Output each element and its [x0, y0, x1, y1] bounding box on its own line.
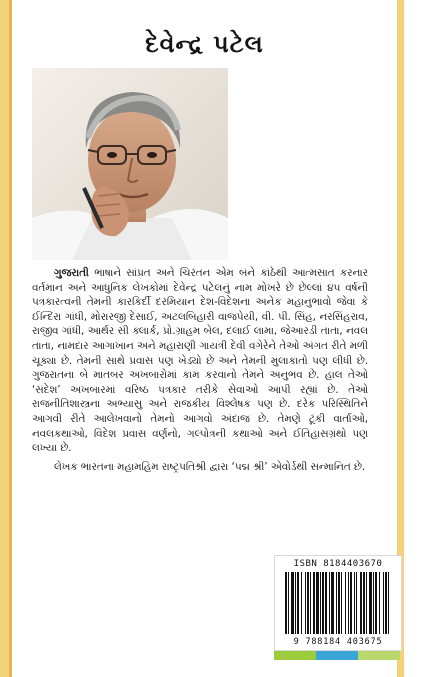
author-photo: [32, 68, 228, 260]
color-strip: [274, 651, 400, 660]
barcode-bar: [295, 572, 296, 634]
barcode-bar: [385, 572, 387, 634]
barcode-bar: [383, 572, 384, 634]
barcode-bar: [285, 572, 287, 634]
barcode-bar: [341, 572, 342, 634]
barcode-bar: [305, 572, 306, 634]
barcode-bar: [331, 572, 334, 634]
barcode-bar: [345, 572, 346, 634]
barcode-bars: [275, 556, 401, 650]
barcode-bar: [322, 572, 324, 634]
color-strip-lime: [358, 651, 400, 660]
author-name: દેવેન્દ્ર પટેલ: [145, 30, 264, 58]
barcode-bar: [301, 572, 302, 634]
blurb-award-paragraph: લેખક ભારતના મહામહિમ રાષ્ટ્રપતિશ્રી દ્વારા ‘પદ્મ શ્રી’ એવોર્ડથી સન્માનિત છે.: [54, 460, 366, 473]
barcode-bar: [360, 572, 362, 634]
barcode-bar: [325, 572, 327, 634]
barcode-bar: [313, 572, 315, 634]
barcode-bar: [307, 572, 309, 634]
barcode-bar: [291, 572, 294, 634]
barcode-bar: [329, 572, 330, 634]
blurb-lead-word: ગુજરાતી: [54, 267, 89, 279]
barcode-bar: [354, 572, 355, 634]
barcode-bar: [310, 572, 311, 634]
color-strip-blue: [316, 651, 358, 660]
barcode-bar: [350, 572, 352, 634]
color-strip-green: [274, 651, 316, 660]
barcode-bar: [320, 572, 321, 634]
barcode-bar: [366, 572, 367, 634]
barcode-bar: [356, 572, 357, 634]
barcode-bar: [369, 572, 372, 634]
author-blurb: [32, 266, 368, 474]
barcode-bar: [297, 572, 299, 634]
blurb-main-paragraph: [32, 266, 368, 456]
barcode-digits: 9 788184 403675: [293, 637, 383, 647]
isbn-label: ISBN 8184403670: [293, 559, 383, 569]
barcode: [274, 555, 402, 651]
blurb-main-text: ભાષાને સાંપ્રત અને ચિરંતન એમ બંને કાંઠેથી આત્મસાત કરનાર વર્તમાન અને આધુનિક લેખકોમાં દેવેન્દ્ર પટેલનું નામ મોખરે છે છેલ્લાં ૪૫ વર્ષની પત્રકારત્વની તેમની કારકિર્દી દરમિયાન દેશ-વિદેશના અનેક મહાનુભાવો જેવા કે ઈન્દિરા ગાંધી, મોરારજી દેસાઈ, અટલબિહારી વાજપેયી, વી. પી. સિંહ, નરસિંહરાવ, રાજીવ ગાંધી, આર્થર સી ક્લાર્ક, પ્રો.ગ્રાહમ બેલ, દલાઈ લામા, જેઆરડી તાતા, નવલ તાતા, નામદાર આગાખાન અને મહારાણી ગાયત્રી દેવી વગેરેને તેઓ અંગત રીતે મળી ચૂક્યા છે. તેમની સાથે પ્રવાસ પણ ખેડ્યો છે અને તેમની મુલાકાતો પણ લીધી છે. ગુજરાતના બે માતબર અખબારોમાં કામ કરવાનો તેમને અનુભવ છે. હાલ તેઓ ‘સંદેશ’ અખબારમાં વરિષ્ઠ પત્રકાર તરીકે સેવાઓ આપી રહ્યાં છે. તેઓ રાજનીતિશાસ્ત્રના અભ્યાસુ અને રાજકીય વિશ્લેષક પણ છે. દરેક પરિસ્થિતિને આગવી રીતે આલેખવાનો તેમનો આગવો અંદાજ છે. તેમણે ટૂંકી વાર્તાઓ, નવલકથાઓ, વિદેશ પ્રવાસ વર્ણનો, ગલ્પોત્રની કથાઓ અને ઈતિહાસગ્રંથો પણ લખ્યા છે.: [32, 267, 368, 455]
barcode-bar: [373, 572, 374, 634]
barcode-bar: [388, 572, 389, 634]
barcode-bar: [348, 572, 349, 634]
barcode-bar: [316, 572, 319, 634]
barcode-bar: [288, 572, 289, 634]
barcode-bar: [375, 572, 377, 634]
left-spine-strip: [0, 0, 12, 677]
barcode-bar: [363, 572, 365, 634]
barcode-bar: [379, 572, 380, 634]
barcode-bar: [336, 572, 337, 634]
barcode-bar: [338, 572, 340, 634]
